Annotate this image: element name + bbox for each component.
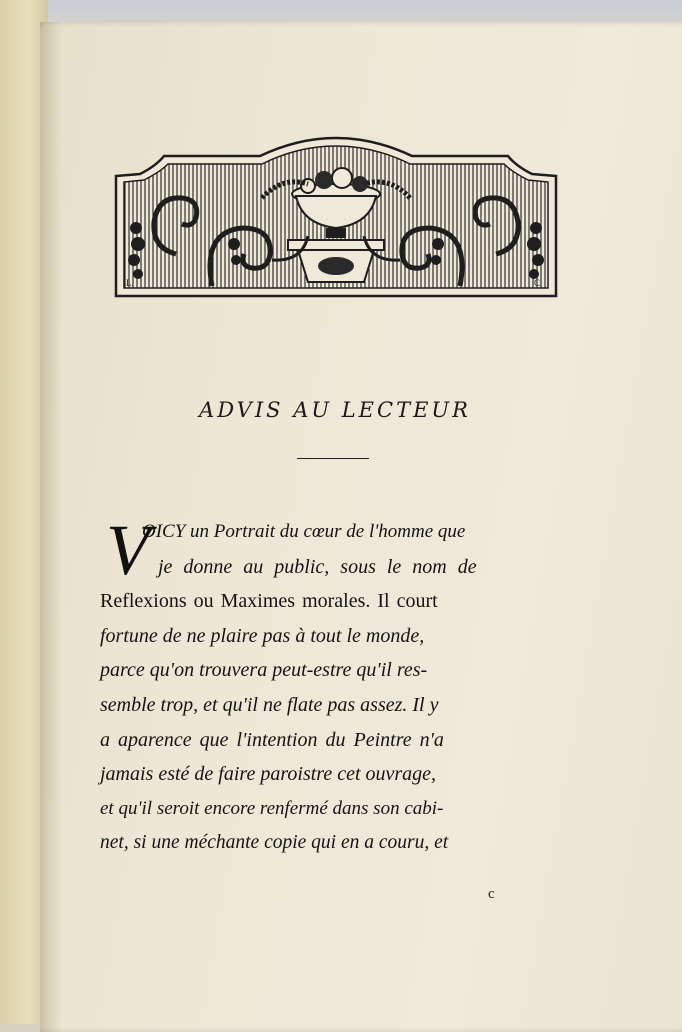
text-line: semble trop, et qu'il ne flate pas assez. Il y	[100, 693, 439, 716]
drop-cap: V	[106, 510, 150, 590]
page-title: ADVIS AU LECTEUR	[199, 398, 471, 422]
text-line: je donne au public, sous le nom de	[158, 555, 477, 578]
signature-mark: c	[488, 886, 495, 902]
page-gutter-shadow	[40, 22, 62, 1032]
text-line: parce qu'on trouvera peut-estre qu'il res-	[100, 659, 428, 682]
text-line: jamais esté de faire paroistre cet ouvrage,	[100, 763, 437, 786]
body-paragraph	[100, 510, 570, 861]
engraver-initial-left: L.	[126, 278, 134, 288]
text-line: a aparence que l'intention du Peintre n'a	[100, 728, 444, 751]
title-divider	[297, 458, 369, 459]
ornamental-headpiece-icon	[112, 136, 560, 300]
text-line: et qu'il seroit encore renfermé dans son cabi-	[100, 797, 444, 819]
text-line: net, si une méchante copie qui en a couru, et	[100, 832, 449, 854]
engraver-initial-right: C.	[534, 278, 543, 288]
text-line: OICY un Portrait du cœur de l'homme que	[142, 521, 466, 542]
text-line: Reflexions ou Maximes morales. Il court	[100, 590, 438, 613]
text-line: fortune de ne plaire pas à tout le monde,	[100, 624, 425, 647]
